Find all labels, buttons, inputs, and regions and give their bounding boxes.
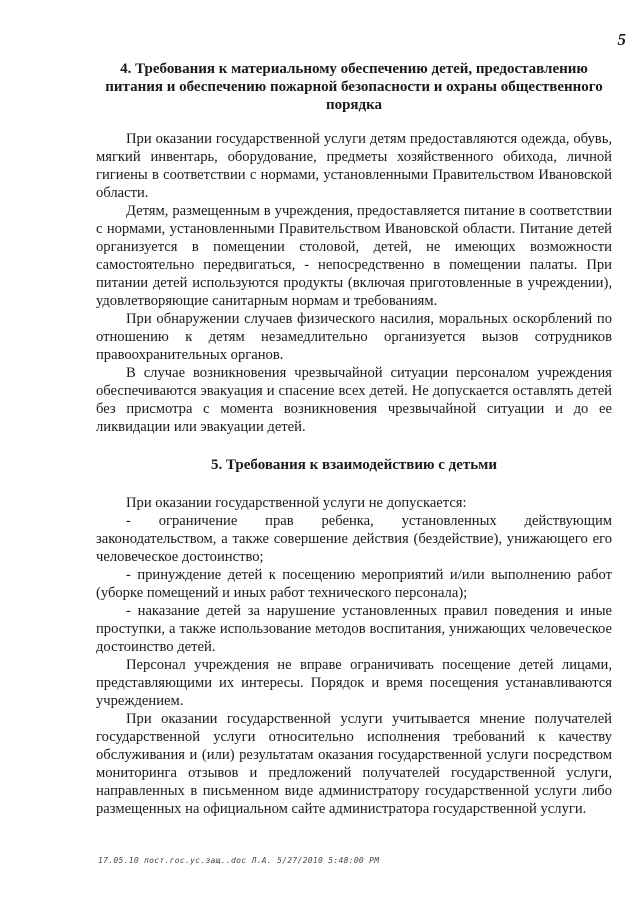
page-number: 5 [617, 30, 626, 49]
file-footer: 17.05.10 пост.гос.ус.защ..doc Л.А. 5/27/2010 5:48:00 PM [98, 856, 380, 865]
section-5-title: 5. Требования к взаимодействию с детьми [210, 457, 498, 473]
section-4-paragraph: В случае возникновения чрезвычайной ситуации персоналом учреждения обеспечиваются эвакуация и спасение всех детей. Не допускается оставлять детей без присмотра с момента возникновения чрезвычайной ситуации и до ее ликвидации или эвакуации детей. [96, 365, 612, 435]
section-5-paragraph: При оказании государственной услуги учитывается мнение получателей государственной услуги относительно исполнения требований к качеству обслуживания и (или) результатам оказания государственной услуги посредством мониторинга отзывов и предложений получателей государственной услуги, направленных в письменном виде администратору государственной услуги либо размещенных на официальном сайте администратора государственной услуги. [96, 711, 612, 817]
document-body [96, 60, 612, 818]
section-4-paragraph: При обнаружении случаев физического насилия, моральных оскорблений по отношению к детям незамедлительно организуется вызов сотрудников правоохранительных органов. [96, 311, 612, 363]
prohibition-item: - принуждение детей к посещению мероприятий и/или выполнению работ (уборке помещений и иных работ технического персонала); [96, 567, 612, 601]
section-4-paragraph: Детям, размещенным в учреждения, предоставляется питание в соответствии с нормами, установленными Правительством Ивановской области. Питание детей организуется в помещении столовой, детей, не имеющих возможности самостоятельно передвигаться, - непосредственно в помещении палаты. При питании детей используются продукты (включая приготовленные в учреждении), удовлетворяющие санитарным нормам и требованиям. [96, 203, 612, 309]
section-5-intro: При оказании государственной услуги не допускается: [126, 495, 467, 511]
prohibition-item: - наказание детей за нарушение установленных правил поведения и иные проступки, а также использование методов воспитания, унижающих человеческое достоинство детей. [96, 603, 612, 655]
prohibition-item: - ограничение прав ребенка, установленных действующим законодательством, а также совершение действия (бездействие), унижающего его человеческое достоинство; [96, 513, 612, 565]
section-4-paragraph: При оказании государственной услуги детям предоставляются одежда, обувь, мягкий инвентарь, оборудование, предметы хозяйственного обихода, личной гигиены в соответствии с нормами, установленными Правительством Ивановской области. [96, 131, 612, 201]
section-5-paragraph: Персонал учреждения не вправе ограничивать посещение детей лицами, представляющими их интересы. Порядок и время посещения устанавливаются учреждением. [96, 657, 612, 709]
section-4-title: 4. Требования к материальному обеспечению детей, предоставлению питания и обеспечению пожарной безопасности и охраны общественного порядка [105, 61, 603, 113]
